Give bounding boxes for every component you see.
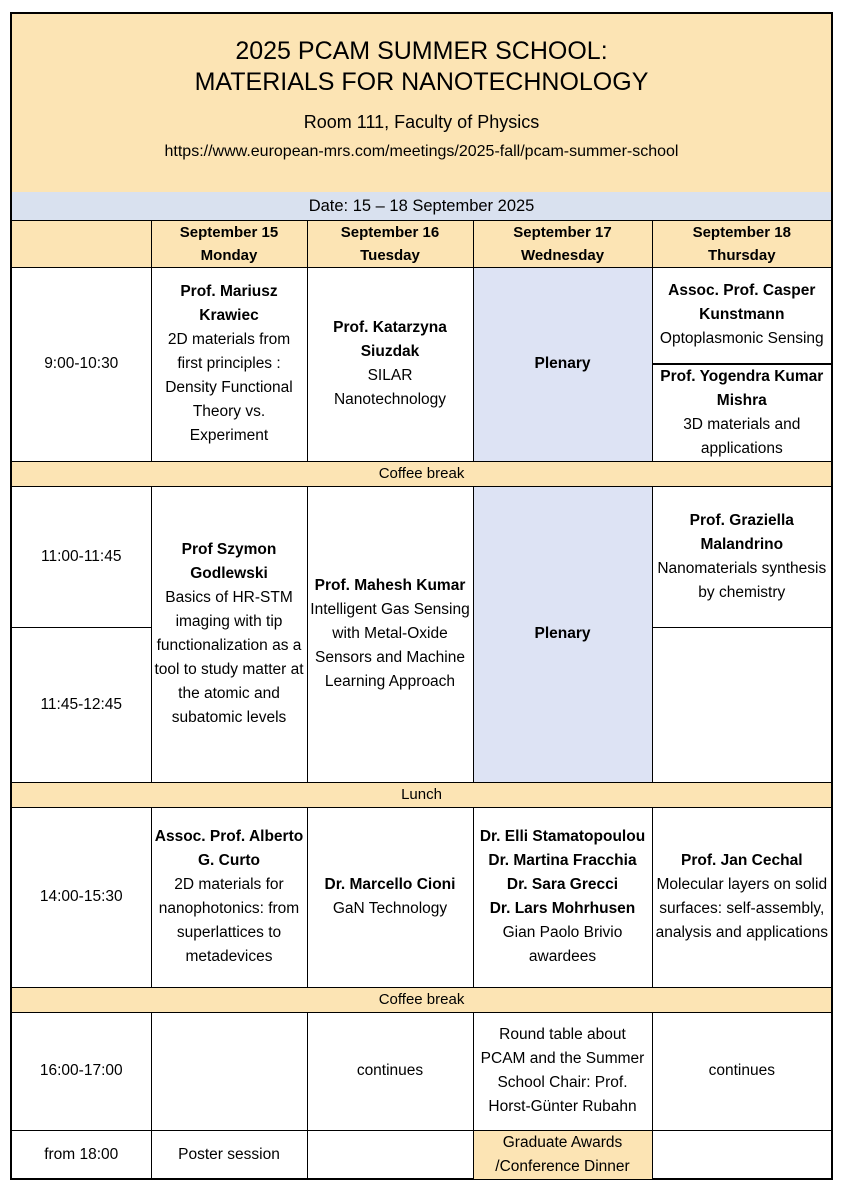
talk-topic: 3D materials and applications xyxy=(683,415,801,457)
speaker-name: Prof Szymon Godlewski xyxy=(181,541,277,582)
talk-cell xyxy=(307,807,473,987)
time-cell: 14:00-15:30 xyxy=(12,807,151,987)
talk-cell xyxy=(151,807,307,987)
lunch-break: Lunch xyxy=(12,782,831,807)
evening-row xyxy=(12,1130,831,1179)
header xyxy=(12,14,831,194)
time-header-cell xyxy=(12,221,151,268)
talk-cell xyxy=(151,486,307,782)
day-header-wed xyxy=(473,221,652,268)
talk-topic: GaN Technology xyxy=(332,900,448,917)
talk-topic: Gian Paolo Brivio awardees xyxy=(502,924,623,965)
speaker-name: Prof. Jan Cechal xyxy=(681,852,803,869)
talk-topic: Intelligent Gas Sensing with Metal-Oxide Sensors and Machine Learning Approach xyxy=(310,601,470,690)
speaker-name: Prof. Mariusz Krawiec xyxy=(180,283,278,325)
talk-topic: Basics of HR-STM imaging with tip functionalization as a tool to study matter at the atomic and subatomic levels xyxy=(154,589,304,726)
title-line-2: MATERIALS FOR NANOTECHNOLOGY xyxy=(194,68,649,96)
dinner-cell: Graduate Awards /Conference Dinner xyxy=(473,1130,652,1179)
talk-cell xyxy=(652,364,831,462)
break-row xyxy=(12,987,831,1012)
poster-session-cell: Poster session xyxy=(151,1130,307,1179)
day-date: September 15 xyxy=(179,224,279,241)
schedule-table xyxy=(12,192,831,1179)
time-cell: 11:45-12:45 xyxy=(12,627,151,782)
day-date: September 17 xyxy=(513,224,612,241)
day-date: September 16 xyxy=(340,224,440,241)
schedule-sheet xyxy=(10,12,833,1180)
date-row xyxy=(12,192,831,221)
round-table-cell: Round table about PCAM and the Summer School Chair: Prof. Horst-Günter Rubahn xyxy=(473,1012,652,1130)
break-row xyxy=(12,461,831,486)
day-header-tue xyxy=(307,221,473,268)
speaker-name: Dr. Sara Grecci xyxy=(506,876,619,893)
talk-cell xyxy=(652,486,831,627)
plenary-cell: Plenary xyxy=(473,268,652,462)
continues-cell: continues xyxy=(652,1012,831,1130)
session-row xyxy=(12,807,831,987)
talk-topic: Molecular layers on solid surfaces: self-assembly, analysis and applications xyxy=(655,876,828,941)
speaker-name: Prof. Graziella Malandrino xyxy=(689,511,794,553)
day-header-mon xyxy=(151,221,307,268)
talk-topic: 2D materials from first principles : Density Functional Theory vs. Experiment xyxy=(165,331,293,445)
talk-cell xyxy=(151,268,307,462)
talk-cell xyxy=(307,268,473,462)
empty-cell xyxy=(307,1130,473,1179)
day-weekday: Monday xyxy=(200,247,258,264)
time-cell: 9:00-10:30 xyxy=(12,268,151,462)
time-cell: 16:00-17:00 xyxy=(12,1012,151,1130)
empty-cell xyxy=(652,627,831,782)
speaker-name: Prof. Yogendra Kumar Mishra xyxy=(660,367,824,409)
coffee-break: Coffee break xyxy=(12,461,831,486)
talk-cell xyxy=(652,807,831,987)
plenary-cell: Plenary xyxy=(473,486,652,782)
break-row xyxy=(12,782,831,807)
coffee-break: Coffee break xyxy=(12,987,831,1012)
speaker-name: Dr. Elli Stamatopoulou xyxy=(479,828,646,845)
speaker-name: Prof. Mahesh Kumar xyxy=(314,577,466,594)
day-header-thu xyxy=(652,221,831,268)
session-row xyxy=(12,486,831,627)
speaker-name: Assoc. Prof. Alberto G. Curto xyxy=(154,828,304,869)
date-range: Date: 15 – 18 September 2025 xyxy=(12,192,831,221)
day-weekday: Wednesday xyxy=(520,247,605,264)
session-row xyxy=(12,1012,831,1130)
continues-cell: continues xyxy=(307,1012,473,1130)
day-date: September 18 xyxy=(692,224,791,241)
empty-cell xyxy=(151,1012,307,1130)
speaker-name: Assoc. Prof. Casper Kunstmann xyxy=(668,282,816,324)
title-line-1: 2025 PCAM SUMMER SCHOOL: xyxy=(235,37,608,65)
speaker-name: Dr. Martina Fracchia xyxy=(488,852,637,869)
speaker-name: Dr. Lars Mohrhusen xyxy=(489,900,636,917)
room-info: Room 111, Faculty of Physics xyxy=(303,112,540,132)
day-weekday: Tuesday xyxy=(360,247,420,264)
day-header-row xyxy=(12,221,831,268)
speaker-name: Dr. Marcello Cioni xyxy=(324,876,456,893)
page-title xyxy=(12,36,831,98)
session-row xyxy=(12,268,831,364)
talk-topic: Optoplasmonic Sensing xyxy=(659,330,824,348)
talk-topic: Nanomaterials synthesis by chemistry xyxy=(657,559,827,601)
talk-cell xyxy=(473,807,652,987)
talk-cell xyxy=(652,268,831,364)
time-cell: from 18:00 xyxy=(12,1130,151,1179)
empty-cell xyxy=(652,1130,831,1179)
day-weekday: Thursday xyxy=(708,247,776,264)
speaker-name: Prof. Katarzyna Siuzdak xyxy=(333,319,447,361)
talk-cell xyxy=(307,486,473,782)
time-cell: 11:00-11:45 xyxy=(12,486,151,627)
event-url[interactable]: https://www.european-mrs.com/meetings/2025-fall/pcam-summer-school xyxy=(164,143,679,160)
talk-topic: SILAR Nanotechnology xyxy=(333,367,447,409)
talk-topic: 2D materials for nanophotonics: from superlattices to metadevices xyxy=(158,876,300,965)
